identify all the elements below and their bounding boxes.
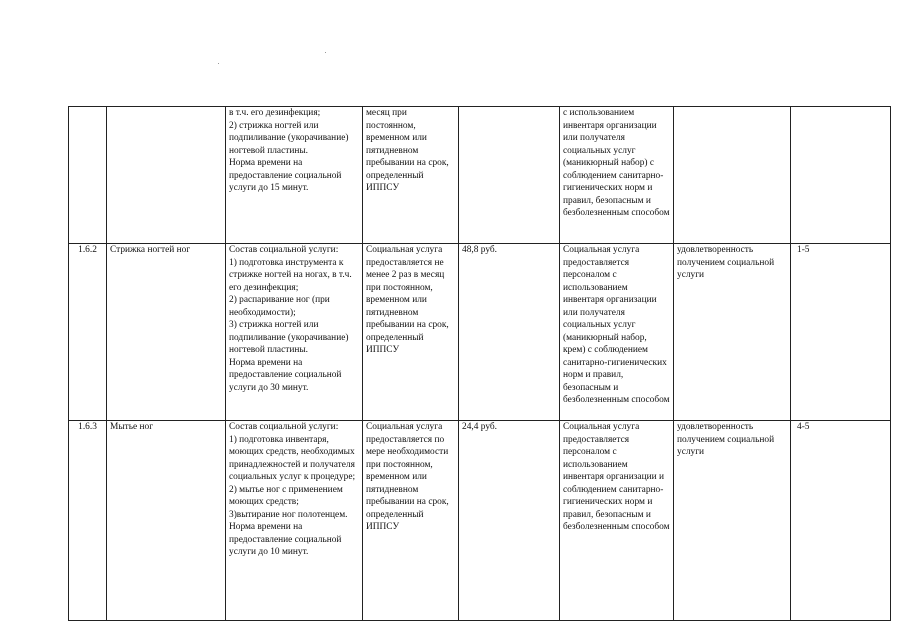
service-name: Мытье ног bbox=[107, 421, 226, 621]
service-content: Состав социальной услуги: 1) подготовка инвентаря, моющих средств, необходимых принадлежностей и получателя социальных услуг к процедуре; 2) мытье ног с применением моющих средств; 3)вытирание ног полотенцем. Норма времени на предоставление социальной услуги до 10 минут. bbox=[226, 421, 363, 621]
service-range: 4-5 bbox=[791, 421, 891, 621]
service-number: 1.6.2 bbox=[69, 244, 107, 421]
service-name bbox=[107, 107, 226, 244]
scan-speck bbox=[325, 52, 326, 53]
service-frequency: месяц при постоянном, временном или пятидневном пребывании на срок, определенный ИППСУ bbox=[363, 107, 459, 244]
service-number: 1.6.3 bbox=[69, 421, 107, 621]
table-row bbox=[69, 107, 891, 244]
service-frequency: Социальная услуга предоставляется не менее 2 раз в месяц при постоянном, временном или пятидневном пребывании на срок, определенный ИППСУ bbox=[363, 244, 459, 421]
service-name: Стрижка ногтей ног bbox=[107, 244, 226, 421]
service-content: в т.ч. его дезинфекция; 2) стрижка ногтей или подпиливание (укорачивание) ногтевой пластины. Норма времени на предоставление социальной услуги до 15 минут. bbox=[226, 107, 363, 244]
service-price: 24,4 руб. bbox=[459, 421, 560, 621]
service-indicators: удовлетворенность получением социальной услуги bbox=[674, 421, 791, 621]
service-conditions: Социальная услуга предоставляется персоналом с использованием инвентаря организации или получателя социальных услуг (маникюрный набор, крем) с соблюдением санитарно-гигиенических норм и правил, безопасным и безболезненным способом bbox=[560, 244, 674, 421]
service-conditions: с использованием инвентаря организации или получателя социальных услуг (маникюрный набор) с соблюдением санитарно-гигиенических норм и правил, безопасным и безболезненным способом bbox=[560, 107, 674, 244]
table-row bbox=[69, 244, 891, 421]
scan-speck bbox=[218, 63, 219, 64]
service-conditions: Социальная услуга предоставляется персоналом с использованием инвентаря организации и соблюдением санитарно-гигиенических норм и правил, безопасным и безболезненным способом bbox=[560, 421, 674, 621]
service-indicators: удовлетворенность получением социальной услуги bbox=[674, 244, 791, 421]
services-table bbox=[68, 106, 891, 621]
service-indicators bbox=[674, 107, 791, 244]
service-range: 1-5 bbox=[791, 244, 891, 421]
service-number bbox=[69, 107, 107, 244]
service-content: Состав социальной услуги: 1) подготовка инструмента к стрижке ногтей на ногах, в т.ч. его дезинфекция; 2) распаривание ног (при необходимости); 3) стрижка ногтей или подпиливание (укорачивание) ногтевой пластины. Норма времени на предоставление социальной услуги до 30 минут. bbox=[226, 244, 363, 421]
service-frequency: Социальная услуга предоставляется по мере необходимости при постоянном, временном или пятидневном пребывании на срок, определенный ИППСУ bbox=[363, 421, 459, 621]
service-price: 48,8 руб. bbox=[459, 244, 560, 421]
service-range bbox=[791, 107, 891, 244]
table-row bbox=[69, 421, 891, 621]
service-price bbox=[459, 107, 560, 244]
